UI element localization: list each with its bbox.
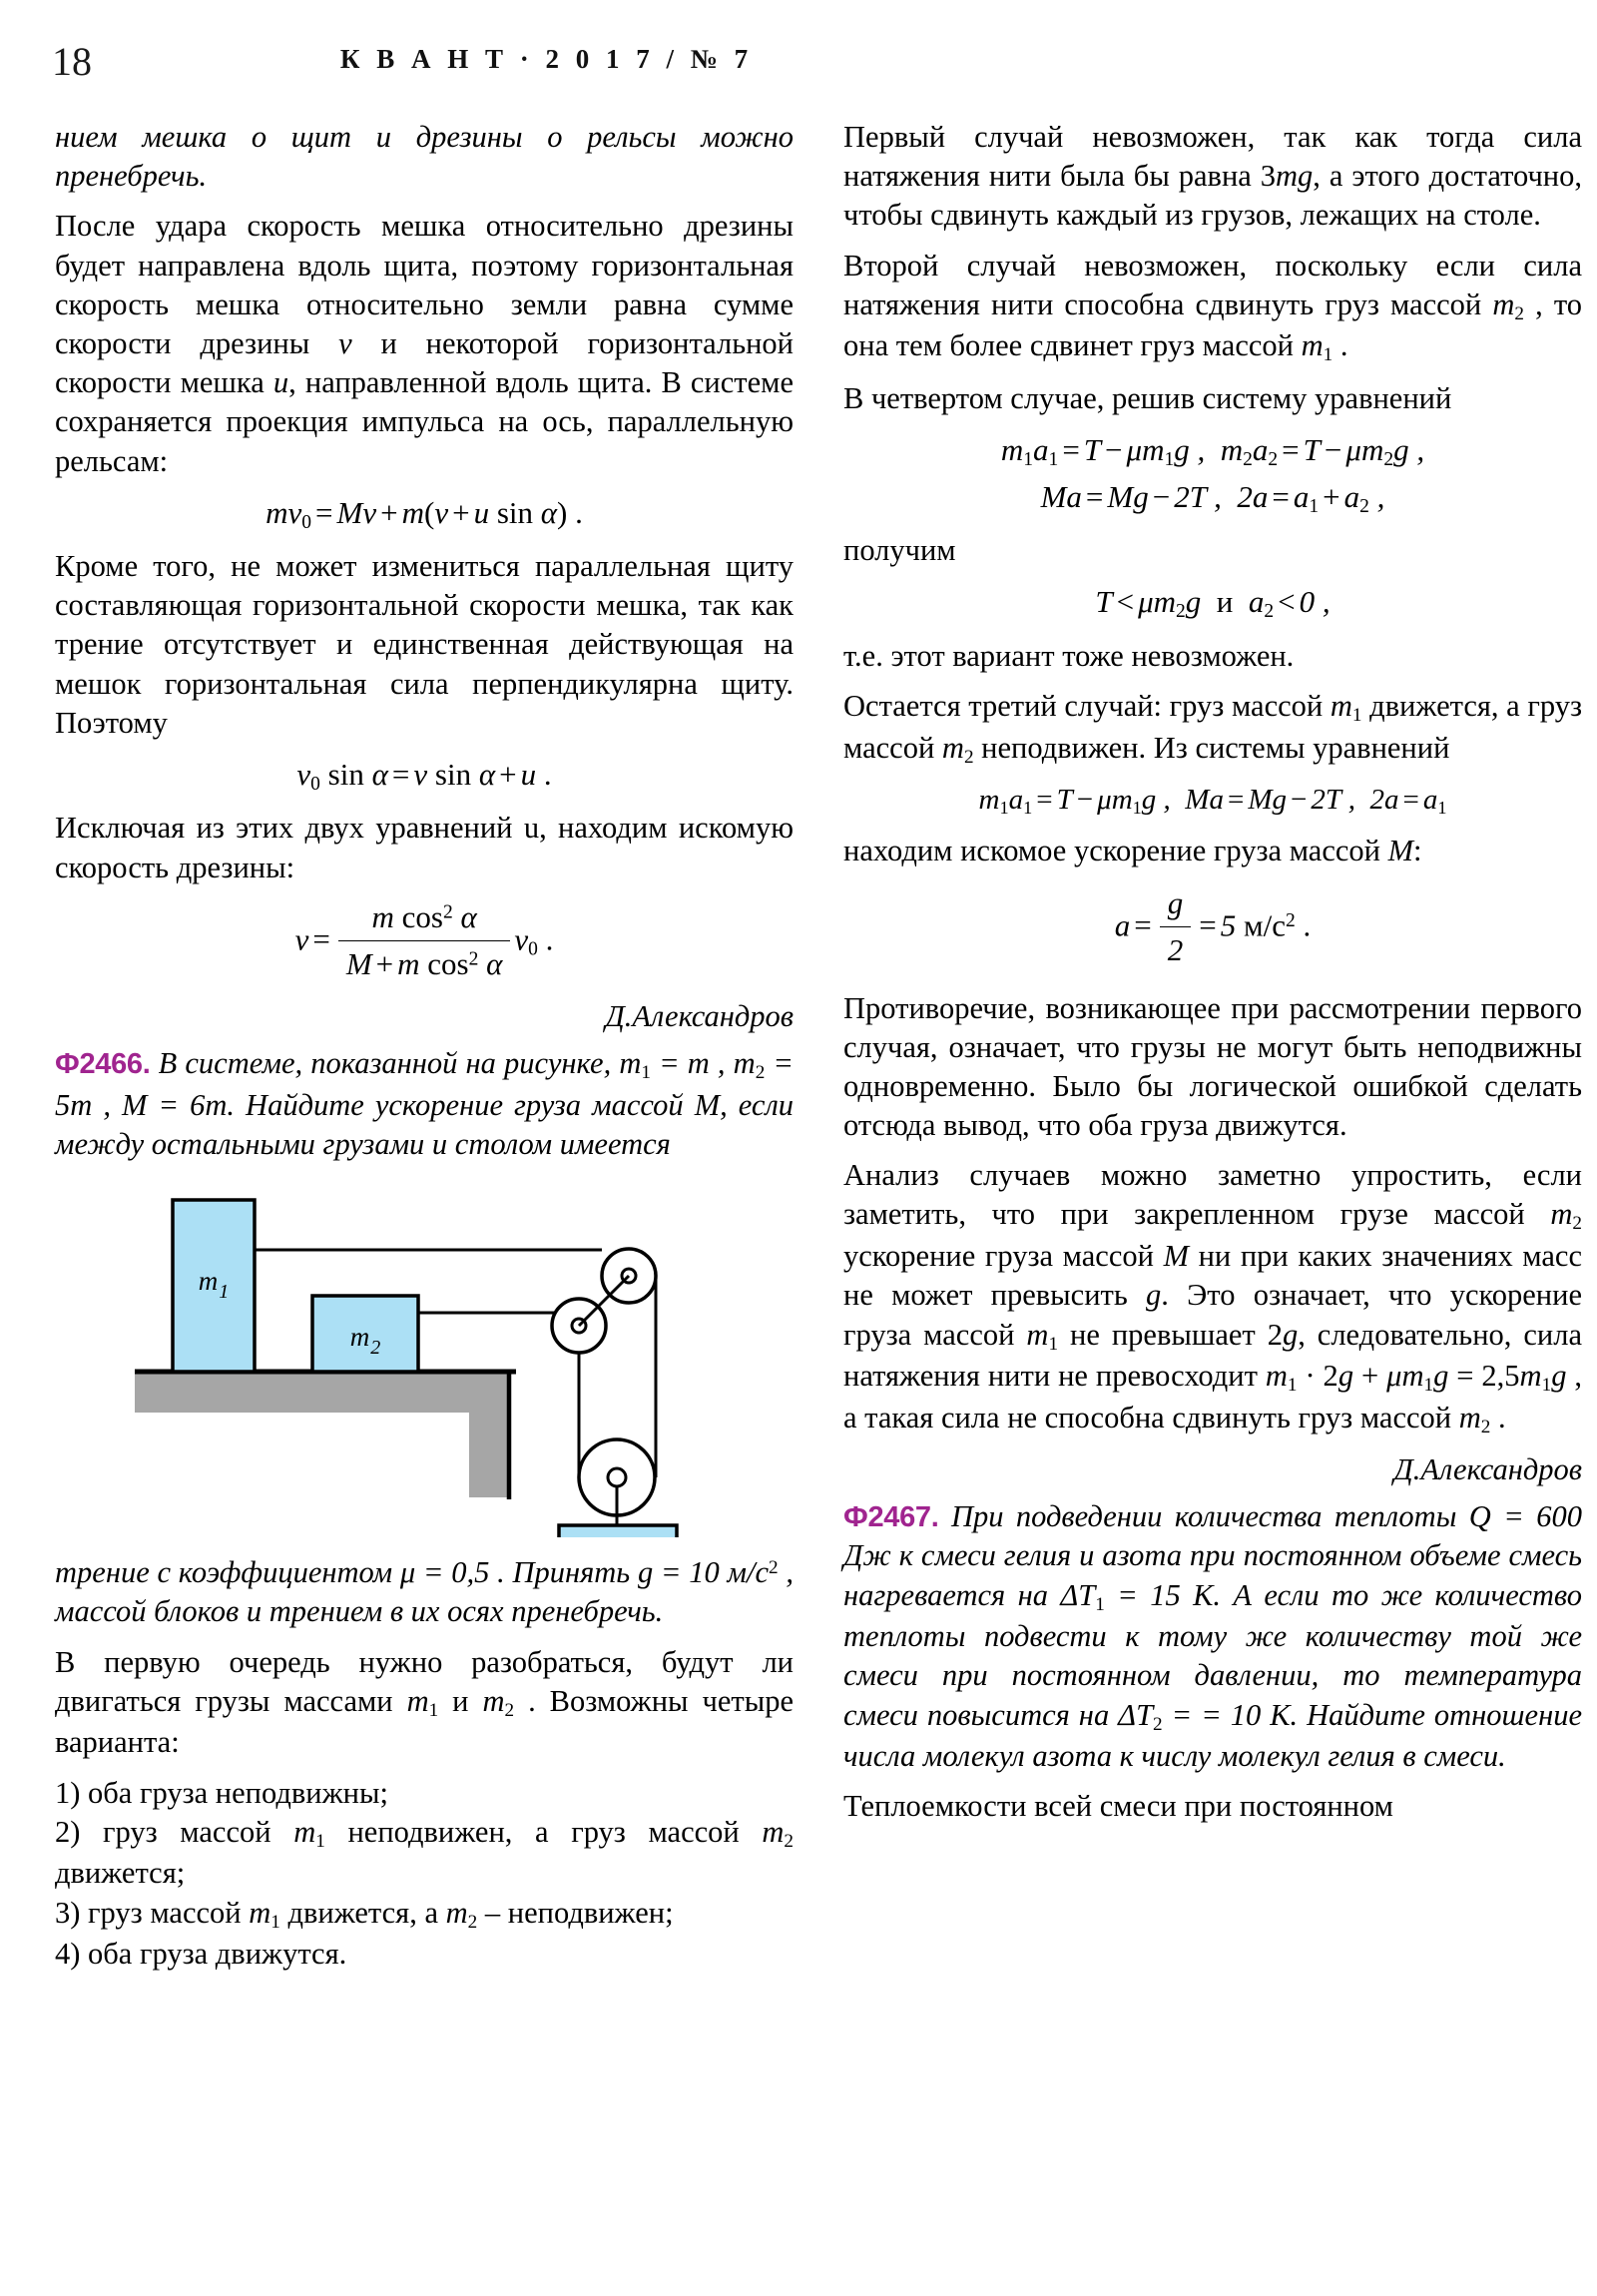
list-item-3: 3) груз массой $m_1$ движется, а $m_2$ – неподвижен;	[55, 1895, 674, 1933]
page-header	[0, 38, 1597, 92]
paragraph-obtain: получим	[843, 533, 956, 568]
left-column	[55, 118, 794, 1975]
equation-velocity-result: v = $\frac{m \cos^2 \alpha}{M + m \cos^2 \alpha}$ $v_0$ .	[55, 898, 794, 987]
problem-2466-statement: Ф2466. В системе, показанной на рисунке, $m_1 = m$ , $m_2 = 5m$ , M = 6m. Найдите ускорение груза массой M, если между остальными грузами и столом имеется	[55, 1046, 794, 1161]
equation-parallel: $v_0$ sin α = v sin α + u .	[296, 757, 552, 796]
paragraph-intro-italic: нием мешка о щит и дрезины о рельсы можно пренебречь.	[55, 120, 794, 194]
page-number: 18	[52, 39, 92, 84]
pulley-movable-axle	[608, 1468, 626, 1486]
paragraph-find-acceleration: находим искомое ускорение груза массой M:	[843, 833, 1422, 867]
right-column	[843, 118, 1582, 1838]
equation-system-case3: $m_1a_1 = T - \mu m_1g$ , Ma = Mg − 2T , $2a = a_1$	[978, 784, 1447, 819]
paragraph-case-2: Второй случай невозможен, поскольку если сила натяжения нити способна сдвинуть груз массой $m_2$ , то она тем более сдвинет груз массой $m_1$ .	[843, 248, 1582, 366]
problem-2466-continued: трение с коэффициентом μ = 0,5 . Принять g = 10 $м/с^2$ , массой блоков и трением в их осях пренебречь.	[55, 1555, 794, 1629]
problem-2466-number: Ф2466.	[55, 1048, 151, 1081]
list-item-1: 1) оба груза неподвижны;	[55, 1775, 388, 1810]
block-M	[559, 1525, 677, 1537]
table-support	[135, 1373, 509, 1497]
label-m1: $m_1$	[198, 1266, 230, 1304]
paragraph-after-impact: После удара скорость мешка относительно дрезины будет направлена вдоль щита, поэтому горизонтальная скорость мешка относительно земли равна сумме скорости дрезины v и некоторой горизонтальной скорости мешка u, направленной вдоль щита. В системе сохраняется проекция импульса на ось, параллельную рельсам:	[55, 209, 794, 478]
problem-2467-number: Ф2467.	[843, 1501, 939, 1534]
paragraph-heat-capacity: Теплоемкости всей смеси при постоянном	[843, 1789, 1393, 1824]
equation-momentum: $mv_0 = Mv + m(v + u$ sin α) .	[266, 494, 583, 533]
paragraph-first-analysis: В первую очередь нужно разобраться, будут ли двигаться грузы массами $m_1$ и $m_2$ . Возможны четыре варианта:	[55, 1644, 794, 1760]
label-m2: $m_2$	[349, 1322, 381, 1360]
author-signature-1: Д.Александров	[605, 998, 794, 1033]
paragraph-contradiction: Противоречие, возникающее при рассмотрении первого случая, означает, что грузы не могут быть неподвижны одновременно. Было бы логической ошибкой сделать отсюда вывод, что оба груза движутся.	[843, 990, 1582, 1143]
journal-title: К В А Н Т · 2 0 1 7 / № 7	[339, 44, 754, 74]
paragraph-case-1: Первый случай невозможен, так как тогда сила натяжения нити была бы равна 3mg, а этого достаточно, чтобы сдвинуть каждый из грузов, лежащих на столе.	[843, 120, 1583, 233]
paragraph-case-4: В четвертом случае, решив систему уравнений	[843, 381, 1452, 416]
list-item-4: 4) оба груза движутся.	[55, 1937, 347, 1972]
list-item-2: 2) груз массой $m_1$ неподвижен, а груз массой $m_2$ движется;	[55, 1814, 794, 1891]
equation-system-case4-line2: Ma = Mg − 2T , $2a = a_1 + a_2$ ,	[1040, 478, 1385, 517]
paragraph-simplify-analysis: Анализ случаев можно заметно упростить, если заметить, что при закрепленном грузе массой $m_2$ ускорение груза массой M ни при каких значениях масс не может превысить g. Это означает, что ускорение груза массой $m_1$ не превышает 2g, следовательно, сила натяжения нити не превосходит $m_1 \cdot 2g + \mu m_1g = 2,5m_1g$ , а такая сила не способна сдвинуть груз массой $m_2$ .	[843, 1158, 1583, 1437]
pulley-system-figure	[55, 1178, 794, 1537]
paragraph-variant-impossible: т.е. этот вариант тоже невозможен.	[843, 638, 1295, 673]
equation-system-case4-line1: $m_1a_1 = T - \mu m_1g$ , $m_2a_2 = T - \mu m_2g$ ,	[1000, 432, 1425, 471]
paragraph-case-3: Остается третий случай: груз массой $m_1$ движется, а груз массой $m_2$ неподвижен. Из системы уравнений	[843, 688, 1582, 768]
paragraph-parallel-component: Кроме того, не может измениться параллельная щиту составляющая горизонтальной скорости мешка, так как трение отсутствует и единственная действующая на мешок горизонтальная сила перпендикулярна щиту. Поэтому	[55, 549, 794, 740]
author-signature-2: Д.Александров	[1393, 1451, 1582, 1486]
problem-2467-statement: Ф2467. При подведении количества теплоты Q = 600 Дж к смеси гелия и азота при постоянном объеме смесь нагревается на $\Delta T_1 = 15$ К. А если то же количество теплоты подвести к тому же количеству той же смеси при постоянном давлении, то температура смеси повысится на $\Delta T_2$ = = 10 К. Найдите отношение числа молекул азота к числу молекул гелия в смеси.	[843, 1499, 1583, 1774]
paragraph-excluding-u: Исключая из этих двух уравнений u, находим искомую скорость дрезины:	[55, 811, 794, 884]
equation-case4-result: $T < \mu m_2g$ и $a_2 < 0$ ,	[1095, 584, 1331, 623]
equation-acceleration-result: a = $\frac{g}{2}$ = 5 $м/с^2$ .	[843, 884, 1582, 973]
